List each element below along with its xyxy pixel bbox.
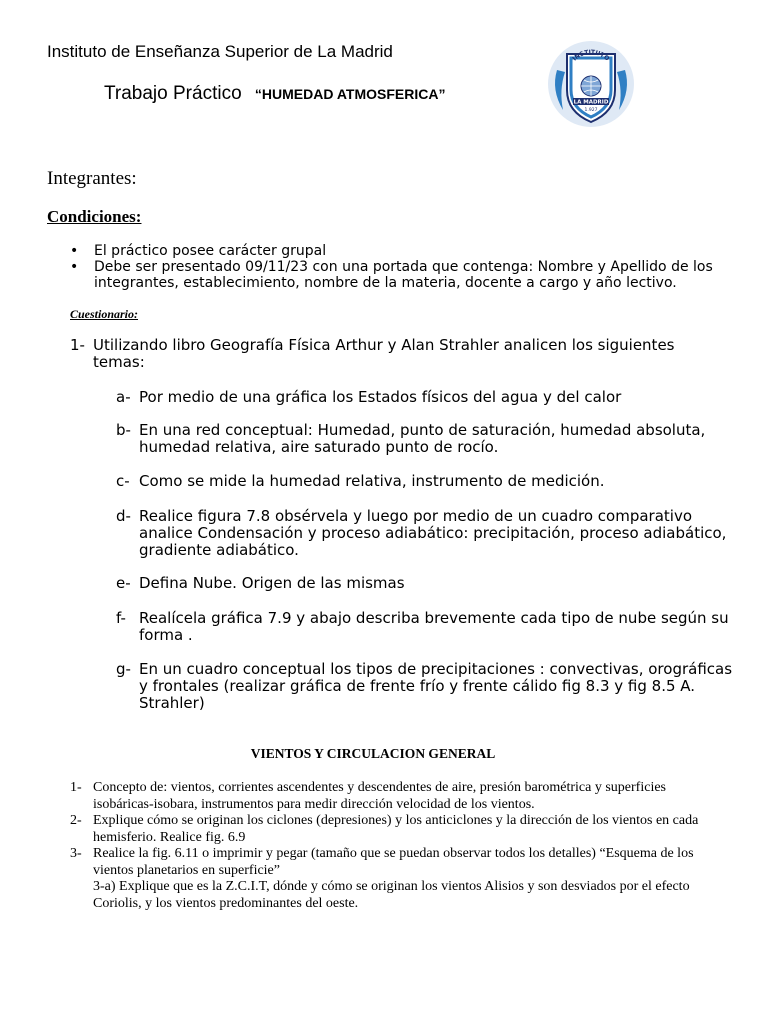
subitem-letter: g- (116, 660, 131, 678)
vientos-item-text: Realice la fig. 6.11 o imprimir y pegar (tamaño que se puedan observar todos los detalles) “Esquema de los vientos planetarios en superficie” (93, 846, 694, 878)
logo-bottom-text: LA MADRID (573, 99, 609, 106)
vientos-item-number: 3- (70, 846, 82, 861)
vientos-item-text: Explique cómo se originan los ciclones (depresiones) y los anticiclones y la dirección de los vientos en cada hemisferio. Realice fig. 6.9 (93, 813, 699, 845)
subitem-letter: e- (116, 574, 131, 592)
subitem-text: Por medio de una gráfica los Estados físicos del agua y del calor (139, 388, 622, 406)
document-title (104, 83, 445, 105)
logo-top-text: INSTITUTO (571, 48, 611, 63)
condiciones-list (70, 243, 735, 291)
logo-year: 1.927 (584, 108, 598, 113)
cuestionario-heading: Cuestionario: (70, 307, 139, 321)
subitem-text: Realícela gráfica 7.9 y abajo describa brevemente cada tipo de nube según su forma . (139, 609, 729, 644)
subitem-text: Realice figura 7.8 obsérvela y luego por medio de un cuadro comparativo analice Condensación y proceso adiabático: precipitación, proceso adiabático, gradiente adiabático. (139, 507, 727, 559)
condicion-item: • Debe ser presentado 09/11/23 con una portada que contenga: Nombre y Apellido de los integrantes, establecimiento, nombre de la materia, docente a cargo y año lectivo. (70, 259, 735, 291)
subitem-letter: d- (116, 507, 131, 525)
tp-subject: “HUMEDAD ATMOSFERICA” (254, 86, 446, 102)
subitem-text: Defina Nube. Origen de las mismas (139, 574, 405, 592)
subitem-text: En una red conceptual: Humedad, punto de saturación, humedad absoluta, humedad relativa, aire saturado punto de rocío. (139, 421, 706, 456)
vientos-item-text: Concepto de: vientos, corrientes ascendentes y descendentes de aire, presión barométrica y superficies isobáricas-isobara, instrumentos para medir dirección velocidad de los vientos. (93, 780, 667, 812)
vientos-item-3a: 3-a) Explique que es la Z.C.I.T, dónde y cómo se originan los vientos Alisios y son desviados por el efecto Coriolis, y los vientos predominantes del oeste. (93, 879, 690, 911)
vientos-list (70, 780, 720, 912)
question-text: Utilizando libro Geografía Física Arthur y Alan Strahler analicen los siguientes temas: (93, 336, 675, 371)
subitem-g (116, 661, 736, 712)
vientos-item-number: 1- (70, 780, 82, 795)
subitem-c (116, 473, 736, 490)
condicion-item: • El práctico posee carácter grupal (70, 243, 735, 259)
institute-logo (547, 40, 635, 128)
question-1 (70, 337, 730, 371)
subitem-d (116, 508, 736, 559)
subitem-b (116, 422, 736, 456)
subitem-letter: f- (116, 609, 126, 627)
institute-name: Instituto de Enseñanza Superior de La Madrid (47, 42, 393, 61)
question-number: 1- (70, 336, 85, 354)
subitem-letter: c- (116, 472, 130, 490)
vientos-item (70, 813, 720, 846)
subitem-text: En un cuadro conceptual los tipos de precipitaciones : convectivas, orográficas y frontales (realizar gráfica de frente frío y frente cálido fig 8.3 y fig 8.5 A. Strahler) (139, 660, 733, 712)
subitem-letter: a- (116, 388, 131, 406)
subitem-text: Como se mide la humedad relativa, instrumento de medición. (139, 472, 605, 490)
subitem-f (116, 610, 736, 644)
vientos-item (70, 846, 720, 912)
condiciones-heading: Condiciones: (47, 207, 142, 226)
vientos-item (70, 780, 720, 813)
subitem-a (116, 389, 736, 406)
subitem-e (116, 575, 736, 592)
vientos-item-number: 2- (70, 813, 82, 828)
vientos-heading: VIENTOS Y CIRCULACION GENERAL (250, 746, 496, 761)
tp-label: Trabajo Práctico (104, 83, 242, 104)
integrantes-label: Integrantes: (47, 168, 137, 189)
subitem-letter: b- (116, 421, 131, 439)
